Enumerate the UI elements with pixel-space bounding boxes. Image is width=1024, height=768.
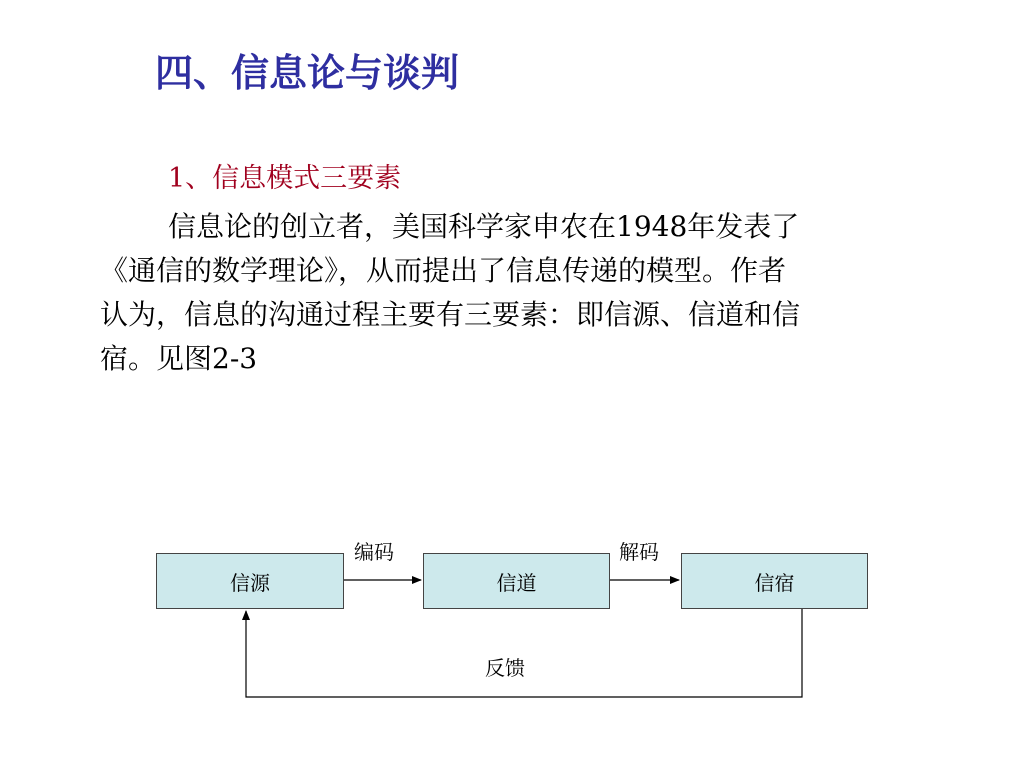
body-paragraph — [100, 205, 962, 381]
section-subtitle: 1、信息模式三要素 — [168, 163, 402, 194]
node-receiver: 信宿 — [681, 553, 868, 609]
edge-label-feedback: 反馈 — [485, 656, 525, 680]
paragraph-line-2: 《通信的数学理论》，从而提出了信息传递的模型。作者 — [100, 254, 787, 287]
paragraph-line-3: 认为，信息的沟通过程主要有三要素：即信源、信道和信 — [100, 298, 801, 331]
edge-label-decode: 解码 — [619, 540, 659, 564]
paragraph-line-4: 宿。见图2-3 — [100, 342, 258, 375]
node-source: 信源 — [156, 553, 344, 609]
paragraph-line-1: 信息论的创立者，美国科学家申农在1948年发表了 — [168, 210, 800, 243]
slide-title: 四、信息论与谈判 — [155, 51, 460, 95]
node-channel: 信道 — [423, 553, 610, 609]
edge-label-encode: 编码 — [354, 540, 394, 564]
